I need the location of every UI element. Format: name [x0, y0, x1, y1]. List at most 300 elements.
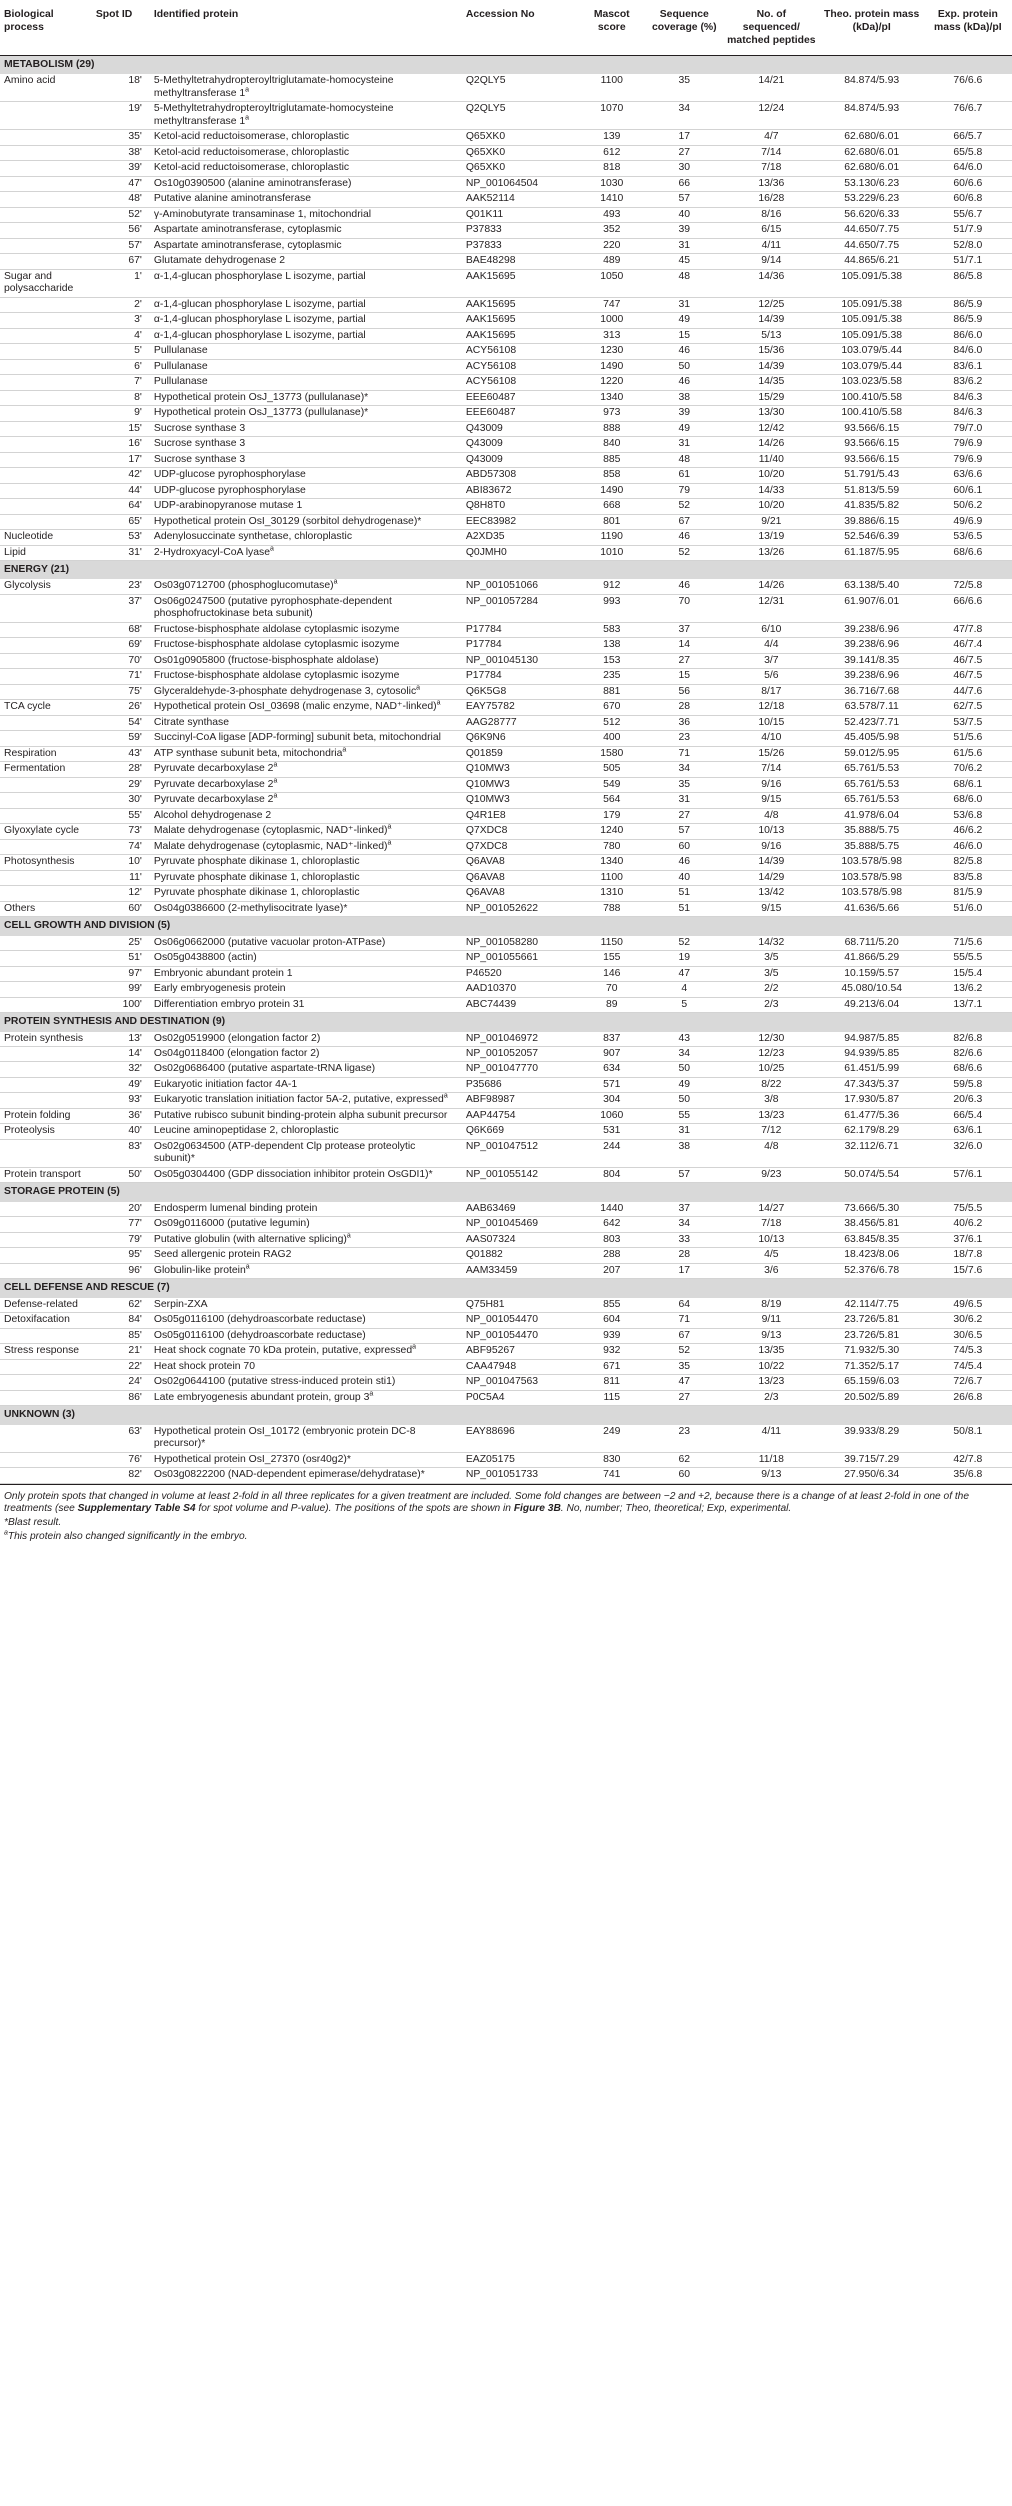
- cell-exp-mass: 15/7.6: [924, 1263, 1012, 1278]
- cell-protein: Heat shock protein 70: [150, 1359, 462, 1374]
- cell-spot-id: 47': [92, 176, 150, 191]
- cell-mascot: 138: [578, 638, 646, 653]
- cell-spot-id: 22': [92, 1359, 150, 1374]
- cell-process: [0, 1375, 92, 1390]
- table-row: [0, 1248, 1012, 1263]
- cell-process: Proteolysis: [0, 1124, 92, 1139]
- cell-peptides: 10/13: [723, 1232, 820, 1247]
- cell-peptides: 11/18: [723, 1452, 820, 1467]
- cell-coverage: 57: [646, 192, 723, 207]
- cell-peptides: 9/15: [723, 793, 820, 808]
- cell-theo-mass: 73.666/5.30: [820, 1202, 924, 1217]
- cell-protein: ATP synthase subunit beta, mitochondria$^a$: [150, 746, 462, 761]
- cell-peptides: 4/8: [723, 1139, 820, 1167]
- cell-exp-mass: 52/8.0: [924, 238, 1012, 253]
- cell-coverage: 46: [646, 375, 723, 390]
- cell-spot-id: 2': [92, 297, 150, 312]
- cell-spot-id: 53': [92, 530, 150, 545]
- cell-peptides: 13/23: [723, 1108, 820, 1123]
- cell-protein: Pyruvate phosphate dikinase 1, chloroplastic: [150, 855, 462, 870]
- cell-coverage: 60: [646, 1468, 723, 1483]
- cell-process: [0, 1248, 92, 1263]
- cell-accession: Q6AVA8: [462, 886, 578, 901]
- cell-spot-id: 42': [92, 468, 150, 483]
- cell-coverage: 50: [646, 359, 723, 374]
- cell-mascot: 881: [578, 684, 646, 699]
- cell-protein: Os09g0116000 (putative legumin): [150, 1217, 462, 1232]
- cell-accession: A2XD35: [462, 530, 578, 545]
- cell-exp-mass: 60/6.8: [924, 192, 1012, 207]
- cell-coverage: 46: [646, 579, 723, 594]
- cell-process: [0, 1077, 92, 1092]
- table-footnotes: [0, 1484, 1012, 1544]
- cell-spot-id: 70': [92, 653, 150, 668]
- cell-protein: Os05g0304400 (GDP dissociation inhibitor protein OsGDI1)*: [150, 1167, 462, 1182]
- cell-coverage: 34: [646, 1047, 723, 1062]
- cell-peptides: 12/30: [723, 1032, 820, 1047]
- cell-spot-id: 79': [92, 1232, 150, 1247]
- cell-protein: Globulin-like protein$^a$: [150, 1263, 462, 1278]
- cell-accession: AAK15695: [462, 313, 578, 328]
- cell-coverage: 52: [646, 1344, 723, 1359]
- cell-coverage: 23: [646, 1425, 723, 1452]
- table-row: [0, 74, 1012, 101]
- cell-coverage: 57: [646, 824, 723, 839]
- cell-mascot: 840: [578, 437, 646, 452]
- cell-theo-mass: 63.138/5.40: [820, 579, 924, 594]
- cell-process: [0, 1062, 92, 1077]
- cell-mascot: 564: [578, 793, 646, 808]
- cell-exp-mass: 82/6.6: [924, 1047, 1012, 1062]
- cell-accession: NP_001054470: [462, 1313, 578, 1328]
- cell-mascot: 939: [578, 1328, 646, 1343]
- cell-protein: Putative rubisco subunit binding-protein alpha subunit precursor: [150, 1108, 462, 1123]
- cell-peptides: 5/6: [723, 669, 820, 684]
- cell-theo-mass: 62.680/6.01: [820, 145, 924, 160]
- cell-coverage: 56: [646, 684, 723, 699]
- cell-protein: Sucrose synthase 3: [150, 452, 462, 467]
- cell-mascot: 139: [578, 130, 646, 145]
- cell-protein: α-1,4-glucan phosphorylase L isozyme, partial: [150, 297, 462, 312]
- cell-protein: Seed allergenic protein RAG2: [150, 1248, 462, 1263]
- table-row: [0, 653, 1012, 668]
- cell-theo-mass: 52.376/6.78: [820, 1263, 924, 1278]
- cell-accession: NP_001057284: [462, 594, 578, 622]
- cell-theo-mass: 39.715/7.29: [820, 1452, 924, 1467]
- table-row: [0, 1298, 1012, 1313]
- cell-exp-mass: 63/6.1: [924, 1124, 1012, 1139]
- cell-protein: Heat shock cognate 70 kDa protein, putative, expressed$^a$: [150, 1344, 462, 1359]
- cell-mascot: 830: [578, 1452, 646, 1467]
- cell-process: Protein synthesis: [0, 1032, 92, 1047]
- cell-theo-mass: 47.343/5.37: [820, 1077, 924, 1092]
- cell-exp-mass: 79/6.9: [924, 452, 1012, 467]
- cell-coverage: 57: [646, 1167, 723, 1182]
- cell-mascot: 670: [578, 700, 646, 715]
- cell-coverage: 17: [646, 130, 723, 145]
- cell-accession: Q4R1E8: [462, 808, 578, 823]
- cell-protein: Malate dehydrogenase (cytoplasmic, NAD⁺-linked)$^a$: [150, 824, 462, 839]
- section-header: [0, 1183, 1012, 1202]
- cell-coverage: 34: [646, 762, 723, 777]
- cell-accession: EAZ05175: [462, 1452, 578, 1467]
- cell-mascot: 1010: [578, 545, 646, 560]
- footnote-a: $^a$This protein also changed significantly in the embryo.: [4, 1529, 248, 1542]
- cell-protein: Pullulanase: [150, 375, 462, 390]
- cell-spot-id: 39': [92, 161, 150, 176]
- cell-protein: Os05g0116100 (dehydroascorbate reductase): [150, 1313, 462, 1328]
- cell-spot-id: 77': [92, 1217, 150, 1232]
- cell-peptides: 11/40: [723, 452, 820, 467]
- cell-process: [0, 328, 92, 343]
- cell-spot-id: 84': [92, 1313, 150, 1328]
- cell-spot-id: 26': [92, 700, 150, 715]
- cell-mascot: 907: [578, 1047, 646, 1062]
- table-row: [0, 839, 1012, 854]
- cell-theo-mass: 93.566/6.15: [820, 437, 924, 452]
- cell-spot-id: 23': [92, 579, 150, 594]
- cell-theo-mass: 105.091/5.38: [820, 297, 924, 312]
- cell-exp-mass: 53/6.8: [924, 808, 1012, 823]
- cell-theo-mass: 42.114/7.75: [820, 1298, 924, 1313]
- cell-peptides: 14/39: [723, 855, 820, 870]
- cell-coverage: 27: [646, 653, 723, 668]
- cell-protein: Os03g0822200 (NAD-dependent epimerase/dehydratase)*: [150, 1468, 462, 1483]
- cell-exp-mass: 62/7.5: [924, 700, 1012, 715]
- cell-coverage: 51: [646, 886, 723, 901]
- cell-process: [0, 437, 92, 452]
- cell-theo-mass: 65.761/5.53: [820, 777, 924, 792]
- cell-exp-mass: 42/7.8: [924, 1452, 1012, 1467]
- cell-mascot: 668: [578, 499, 646, 514]
- cell-coverage: 28: [646, 700, 723, 715]
- cell-peptides: 9/13: [723, 1468, 820, 1483]
- cell-accession: AAK15695: [462, 297, 578, 312]
- cell-theo-mass: 105.091/5.38: [820, 313, 924, 328]
- cell-protein: Malate dehydrogenase (cytoplasmic, NAD⁺-linked)$^a$: [150, 839, 462, 854]
- cell-process: [0, 1202, 92, 1217]
- cell-coverage: 49: [646, 1077, 723, 1092]
- cell-protein: 5-Methyltetrahydropteroyltriglutamate-homocysteine methyltransferase 1$^a$: [150, 102, 462, 130]
- cell-spot-id: 21': [92, 1344, 150, 1359]
- cell-peptides: 7/14: [723, 145, 820, 160]
- cell-exp-mass: 46/7.5: [924, 669, 1012, 684]
- table-row: [0, 1375, 1012, 1390]
- cell-protein: Citrate synthase: [150, 715, 462, 730]
- cell-accession: Q2QLY5: [462, 102, 578, 130]
- cell-process: Sugar and polysaccharide: [0, 269, 92, 297]
- cell-theo-mass: 44.650/7.75: [820, 238, 924, 253]
- cell-peptides: 12/25: [723, 297, 820, 312]
- cell-protein: Os06g0662000 (putative vacuolar proton-ATPase): [150, 936, 462, 951]
- cell-mascot: 1230: [578, 344, 646, 359]
- cell-theo-mass: 53.229/6.23: [820, 192, 924, 207]
- cell-accession: P35686: [462, 1077, 578, 1092]
- cell-peptides: 4/10: [723, 731, 820, 746]
- cell-coverage: 46: [646, 344, 723, 359]
- cell-exp-mass: 26/6.8: [924, 1390, 1012, 1405]
- cell-coverage: 31: [646, 437, 723, 452]
- table-row: [0, 1047, 1012, 1062]
- cell-protein: Ketol-acid reductoisomerase, chloroplastic: [150, 145, 462, 160]
- table-row: [0, 390, 1012, 405]
- cell-theo-mass: 103.578/5.98: [820, 886, 924, 901]
- cell-accession: Q01882: [462, 1248, 578, 1263]
- cell-peptides: 8/17: [723, 684, 820, 699]
- cell-coverage: 71: [646, 1313, 723, 1328]
- cell-exp-mass: 37/6.1: [924, 1232, 1012, 1247]
- cell-coverage: 30: [646, 161, 723, 176]
- cell-exp-mass: 44/7.6: [924, 684, 1012, 699]
- cell-spot-id: 36': [92, 1108, 150, 1123]
- cell-accession: AAK15695: [462, 328, 578, 343]
- cell-accession: NP_001055661: [462, 951, 578, 966]
- cell-accession: ABI83672: [462, 483, 578, 498]
- cell-accession: P17784: [462, 622, 578, 637]
- cell-process: [0, 886, 92, 901]
- cell-theo-mass: 51.813/5.59: [820, 483, 924, 498]
- cell-peptides: 10/20: [723, 499, 820, 514]
- table-row: [0, 700, 1012, 715]
- cell-process: [0, 808, 92, 823]
- cell-spot-id: 86': [92, 1390, 150, 1405]
- table-row: [0, 406, 1012, 421]
- cell-exp-mass: 30/6.2: [924, 1313, 1012, 1328]
- cell-accession: NP_001045469: [462, 1217, 578, 1232]
- cell-accession: Q01K11: [462, 207, 578, 222]
- cell-mascot: 400: [578, 731, 646, 746]
- cell-spot-id: 82': [92, 1468, 150, 1483]
- cell-mascot: 1030: [578, 176, 646, 191]
- cell-coverage: 15: [646, 328, 723, 343]
- cell-theo-mass: 62.680/6.01: [820, 130, 924, 145]
- cell-mascot: 811: [578, 1375, 646, 1390]
- cell-coverage: 28: [646, 1248, 723, 1263]
- cell-accession: Q10MW3: [462, 777, 578, 792]
- cell-mascot: 780: [578, 839, 646, 854]
- cell-spot-id: 1': [92, 269, 150, 297]
- cell-exp-mass: 84/6.3: [924, 390, 1012, 405]
- cell-spot-id: 15': [92, 421, 150, 436]
- cell-peptides: 9/21: [723, 514, 820, 529]
- cell-spot-id: 16': [92, 437, 150, 452]
- cell-theo-mass: 52.546/6.39: [820, 530, 924, 545]
- cell-exp-mass: 68/6.0: [924, 793, 1012, 808]
- cell-accession: AAD10370: [462, 982, 578, 997]
- cell-spot-id: 55': [92, 808, 150, 823]
- cell-spot-id: 5': [92, 344, 150, 359]
- cell-peptides: 4/11: [723, 238, 820, 253]
- cell-theo-mass: 35.888/5.75: [820, 824, 924, 839]
- cell-peptides: 13/23: [723, 1375, 820, 1390]
- cell-protein: Pullulanase: [150, 344, 462, 359]
- cell-process: [0, 406, 92, 421]
- table-row: [0, 437, 1012, 452]
- cell-coverage: 34: [646, 102, 723, 130]
- cell-exp-mass: 72/5.8: [924, 579, 1012, 594]
- cell-spot-id: 11': [92, 870, 150, 885]
- cell-process: [0, 483, 92, 498]
- cell-process: Glycolysis: [0, 579, 92, 594]
- cell-process: [0, 638, 92, 653]
- cell-protein: Pyruvate phosphate dikinase 1, chloroplastic: [150, 886, 462, 901]
- cell-accession: Q10MW3: [462, 793, 578, 808]
- cell-mascot: 505: [578, 762, 646, 777]
- cell-accession: AAK52114: [462, 192, 578, 207]
- cell-coverage: 39: [646, 406, 723, 421]
- cell-theo-mass: 100.410/5.58: [820, 406, 924, 421]
- cell-protein: Serpin-ZXA: [150, 1298, 462, 1313]
- cell-theo-mass: 62.179/8.29: [820, 1124, 924, 1139]
- cell-process: [0, 1452, 92, 1467]
- cell-process: [0, 1217, 92, 1232]
- cell-peptides: 14/39: [723, 359, 820, 374]
- cell-process: [0, 238, 92, 253]
- cell-mascot: 512: [578, 715, 646, 730]
- cell-theo-mass: 61.187/5.95: [820, 545, 924, 560]
- cell-protein: Os03g0712700 (phosphoglucomutase)$^a$: [150, 579, 462, 594]
- cell-accession: NP_001047770: [462, 1062, 578, 1077]
- table-row: [0, 344, 1012, 359]
- cell-mascot: 993: [578, 594, 646, 622]
- cell-theo-mass: 103.079/5.44: [820, 344, 924, 359]
- cell-spot-id: 35': [92, 130, 150, 145]
- cell-coverage: 43: [646, 1032, 723, 1047]
- cell-process: [0, 514, 92, 529]
- cell-theo-mass: 71.932/5.30: [820, 1344, 924, 1359]
- cell-mascot: 604: [578, 1313, 646, 1328]
- cell-coverage: 5: [646, 997, 723, 1012]
- cell-mascot: 244: [578, 1139, 646, 1167]
- cell-protein: Early embryogenesis protein: [150, 982, 462, 997]
- cell-theo-mass: 53.130/6.23: [820, 176, 924, 191]
- cell-coverage: 31: [646, 297, 723, 312]
- table-row: [0, 452, 1012, 467]
- cell-protein: Pyruvate decarboxylase 2$^a$: [150, 762, 462, 777]
- cell-process: [0, 176, 92, 191]
- cell-protein: Aspartate aminotransferase, cytoplasmic: [150, 223, 462, 238]
- cell-peptides: 13/36: [723, 176, 820, 191]
- cell-protein: UDP-arabinopyranose mutase 1: [150, 499, 462, 514]
- cell-coverage: 40: [646, 207, 723, 222]
- cell-coverage: 27: [646, 145, 723, 160]
- cell-process: [0, 130, 92, 145]
- cell-protein: 2-Hydroxyacyl-CoA lyase$^a$: [150, 545, 462, 560]
- cell-theo-mass: 84.874/5.93: [820, 102, 924, 130]
- cell-coverage: 55: [646, 1108, 723, 1123]
- cell-coverage: 50: [646, 1062, 723, 1077]
- cell-spot-id: 83': [92, 1139, 150, 1167]
- cell-protein: Fructose-bisphosphate aldolase cytoplasmic isozyme: [150, 638, 462, 653]
- cell-exp-mass: 49/6.5: [924, 1298, 1012, 1313]
- cell-mascot: 249: [578, 1425, 646, 1452]
- cell-protein: Hypothetical protein OsI_10172 (embryonic protein DC-8 precursor)*: [150, 1425, 462, 1452]
- cell-peptides: 13/19: [723, 530, 820, 545]
- table-row: [0, 145, 1012, 160]
- cell-process: [0, 684, 92, 699]
- cell-accession: Q7XDC8: [462, 824, 578, 839]
- table-row: [0, 176, 1012, 191]
- cell-process: [0, 313, 92, 328]
- table-row: [0, 421, 1012, 436]
- cell-theo-mass: 50.074/5.54: [820, 1167, 924, 1182]
- figure-link[interactable]: Figure 3B: [513, 1503, 561, 1515]
- cell-accession: NP_001051733: [462, 1468, 578, 1483]
- cell-exp-mass: 50/8.1: [924, 1425, 1012, 1452]
- cell-peptides: 14/39: [723, 313, 820, 328]
- cell-exp-mass: 86/6.0: [924, 328, 1012, 343]
- table-row: [0, 1344, 1012, 1359]
- cell-spot-id: 3': [92, 313, 150, 328]
- cell-protein: Pullulanase: [150, 359, 462, 374]
- cell-exp-mass: 74/5.3: [924, 1344, 1012, 1359]
- cell-protein: Adenylosuccinate synthetase, chloroplastic: [150, 530, 462, 545]
- cell-theo-mass: 61.907/6.01: [820, 594, 924, 622]
- cell-peptides: 7/18: [723, 161, 820, 176]
- cell-accession: ABF98987: [462, 1093, 578, 1108]
- cell-accession: AAP44754: [462, 1108, 578, 1123]
- cell-exp-mass: 81/5.9: [924, 886, 1012, 901]
- cell-spot-id: 76': [92, 1452, 150, 1467]
- cell-spot-id: 13': [92, 1032, 150, 1047]
- header-accession: Accession No: [465, 9, 535, 20]
- cell-peptides: 9/15: [723, 901, 820, 916]
- cell-spot-id: 40': [92, 1124, 150, 1139]
- cell-spot-id: 43': [92, 746, 150, 761]
- cell-peptides: 3/7: [723, 653, 820, 668]
- cell-mascot: 352: [578, 223, 646, 238]
- cell-peptides: 3/5: [723, 951, 820, 966]
- cell-accession: ACY56108: [462, 359, 578, 374]
- cell-exp-mass: 32/6.0: [924, 1139, 1012, 1167]
- footnote-blast: *Blast result.: [4, 1517, 62, 1529]
- cell-accession: Q43009: [462, 421, 578, 436]
- header-exp-mass: Exp. protein mass (kDa)/pI: [934, 9, 1002, 33]
- cell-exp-mass: 60/6.6: [924, 176, 1012, 191]
- cell-theo-mass: 63.845/8.35: [820, 1232, 924, 1247]
- supplementary-table-link[interactable]: Supplementary Table S4: [77, 1503, 196, 1515]
- header-peptides: No. of sequenced/ matched peptides: [727, 9, 816, 46]
- cell-peptides: 10/15: [723, 715, 820, 730]
- cell-accession: ACY56108: [462, 375, 578, 390]
- cell-protein: Pyruvate phosphate dikinase 1, chloroplastic: [150, 870, 462, 885]
- cell-exp-mass: 57/6.1: [924, 1167, 1012, 1182]
- cell-theo-mass: 52.423/7.71: [820, 715, 924, 730]
- cell-accession: Q43009: [462, 437, 578, 452]
- cell-process: [0, 793, 92, 808]
- cell-mascot: 313: [578, 328, 646, 343]
- cell-accession: NP_001054470: [462, 1328, 578, 1343]
- cell-accession: Q43009: [462, 452, 578, 467]
- table-row: [0, 468, 1012, 483]
- cell-spot-id: 57': [92, 238, 150, 253]
- cell-coverage: 61: [646, 468, 723, 483]
- cell-theo-mass: 39.933/8.29: [820, 1425, 924, 1452]
- cell-mascot: 1490: [578, 483, 646, 498]
- cell-peptides: 12/23: [723, 1047, 820, 1062]
- table-row: [0, 1124, 1012, 1139]
- table-row: [0, 1217, 1012, 1232]
- cell-process: [0, 1390, 92, 1405]
- cell-accession: NP_001052622: [462, 901, 578, 916]
- cell-protein: Aspartate aminotransferase, cytoplasmic: [150, 238, 462, 253]
- cell-mascot: 489: [578, 254, 646, 269]
- cell-exp-mass: 66/5.4: [924, 1108, 1012, 1123]
- cell-coverage: 48: [646, 452, 723, 467]
- cell-exp-mass: 46/7.5: [924, 653, 1012, 668]
- cell-peptides: 8/19: [723, 1298, 820, 1313]
- cell-theo-mass: 105.091/5.38: [820, 328, 924, 343]
